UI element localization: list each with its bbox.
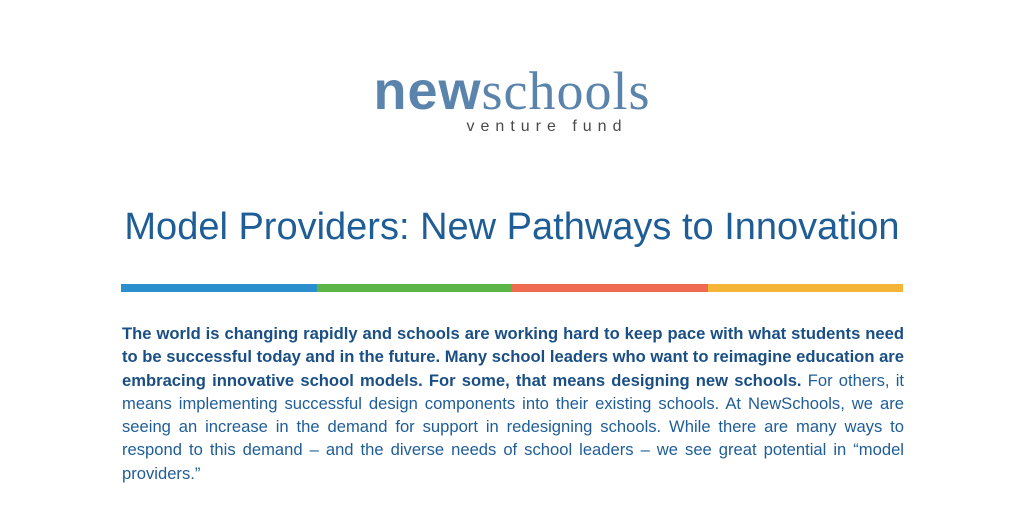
intro-regular-text: For others, it means implementing successful design components into their existing schools. At NewSchools, we are seeing an increase in the demand for support in redesigning schools. While there are many ways to respond to this demand – and the diverse needs of school leaders – we see great potential in “model providers.” <box>122 370 904 483</box>
color-divider <box>121 284 903 292</box>
logo-new-text: new <box>373 61 482 121</box>
logo-wordmark <box>373 62 650 120</box>
logo-schools-text: schools <box>481 61 651 121</box>
intro-bold-text: The world is changing rapidly and schools are working hard to keep pace with what students need to be successful today and in the future. Many school leaders who want to reimagine education are embracing innovative school models. For some, that means designing new schools. <box>122 324 904 390</box>
page-title: Model Providers: New Pathways to Innovation <box>124 206 900 248</box>
divider-segment-green <box>317 284 513 292</box>
divider-segment-red <box>512 284 708 292</box>
divider-segment-yellow <box>708 284 904 292</box>
intro-paragraph <box>122 322 904 485</box>
divider-segment-blue <box>121 284 317 292</box>
logo-tagline: venture fund <box>466 118 628 135</box>
newschools-logo <box>0 62 1024 120</box>
